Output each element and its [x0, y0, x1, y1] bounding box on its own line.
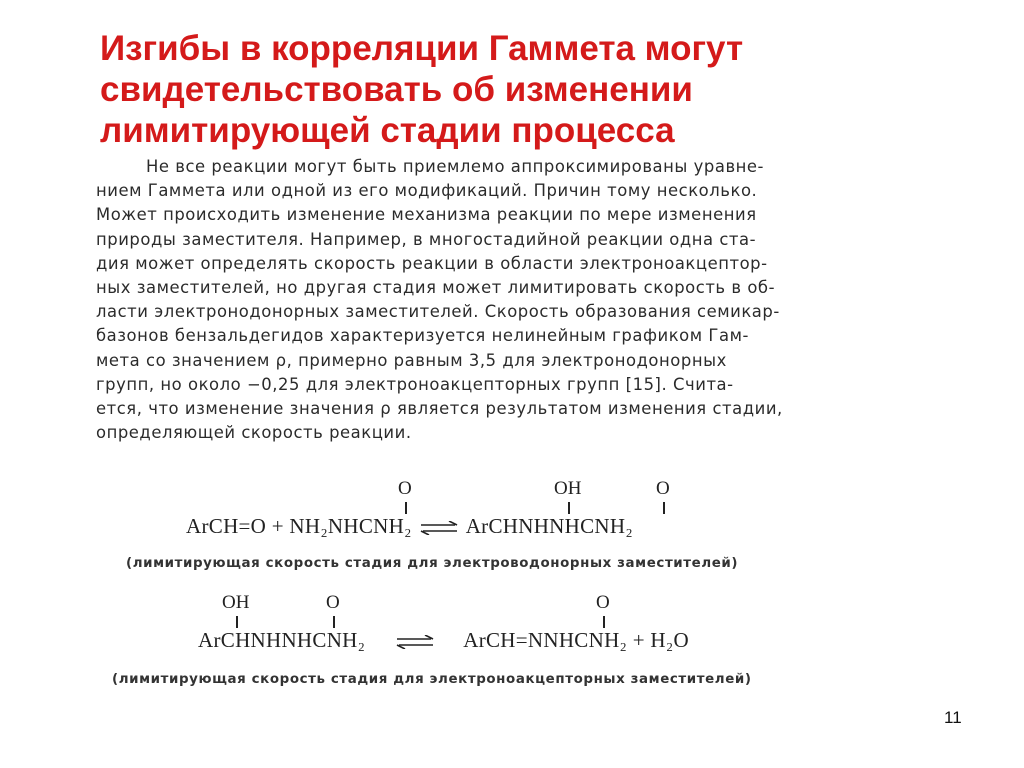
- slide-title: [100, 28, 920, 151]
- paragraph: [96, 155, 896, 445]
- reaction-2-reactants: ArCHNHNHCNH₂: [198, 628, 366, 652]
- reaction-1-caption: (лимитирующая скорость стадия для электроводонорных заместителей): [126, 556, 739, 571]
- reaction-2-products: ArCH=NNHCNH₂ + H₂O: [463, 628, 689, 652]
- paragraph-line: групп, но около −0,25 для электроноакцепторных групп [15]. Счита-: [96, 374, 734, 394]
- title-line-2: свидетельствовать об изменении: [100, 70, 693, 109]
- paragraph-line: ных заместителей, но другая стадия может лимитировать скорость в об-: [96, 278, 776, 298]
- equilibrium-arrows-icon: [417, 521, 461, 535]
- paragraph-line: мета со значением ρ, примерно равным 3,5 для электронодонорных: [96, 350, 727, 370]
- bond-line: [333, 616, 335, 628]
- bond-line: [603, 616, 605, 628]
- reaction-1-reactants: ArCH=O + NH₂NHCNH₂: [186, 514, 412, 538]
- paragraph-line: Может происходить изменение механизма реакции по мере изменения: [96, 205, 757, 225]
- title-line-1: Изгибы в корреляции Гаммета могут: [100, 29, 744, 68]
- scanned-text-block: [96, 155, 896, 445]
- reaction-1-carbonyl-o: O: [398, 478, 412, 499]
- paragraph-line: определяющей скорость реакции.: [96, 423, 412, 443]
- bond-line: [568, 502, 570, 514]
- paragraph-line: базонов бензальдегидов характеризуется нелинейным графиком Гам-: [96, 326, 749, 346]
- reaction-2-caption: (лимитирующая скорость стадия для электроноакцепторных заместителей): [112, 672, 752, 687]
- bond-line: [663, 502, 665, 514]
- reaction-2: [198, 592, 758, 652]
- paragraph-line: нием Гаммета или одной из его модификаций. Причин тому несколько.: [96, 181, 758, 201]
- paragraph-line: Не все реакции могут быть приемлемо аппроксимированы уравне-: [146, 157, 765, 176]
- reaction-2-reactant-oh: OH: [222, 592, 250, 613]
- reaction-2-reactant-o: O: [326, 592, 340, 613]
- paragraph-line: ласти электронодонорных заместителей. Скорость образования семикар-: [96, 302, 780, 322]
- paragraph-line: ется, что изменение значения ρ является результатом изменения стадии,: [96, 399, 783, 419]
- reaction-1: [186, 478, 746, 538]
- equilibrium-arrows-icon: [393, 635, 437, 649]
- bond-line: [405, 502, 407, 514]
- paragraph-line: дия может определять скорость реакции в области электроноакцептор-: [96, 253, 768, 273]
- paragraph-line: природы заместителя. Например, в многостадийной реакции одна ста-: [96, 229, 757, 249]
- reaction-1-product-o: O: [656, 478, 670, 499]
- reaction-1-products: ArCHNHNHCNH₂: [465, 514, 633, 538]
- title-line-3: лимитирующей стадии процесса: [100, 111, 675, 150]
- page-number: 11: [944, 708, 962, 727]
- reaction-2-product-o: O: [596, 592, 610, 613]
- reaction-1-product-oh: OH: [554, 478, 582, 499]
- bond-line: [236, 616, 238, 628]
